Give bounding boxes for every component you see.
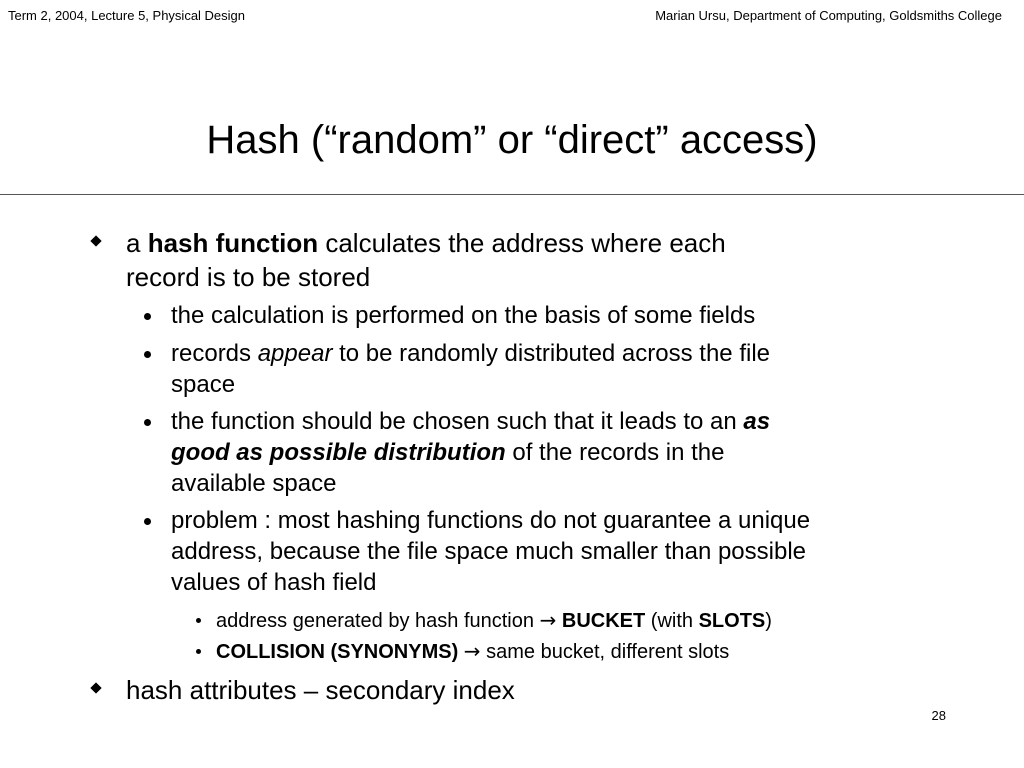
- right-arrow-icon: →: [539, 608, 557, 632]
- bullet-hash-attributes: hash attributes – secondary index: [126, 675, 515, 705]
- bullet-hash-function: [126, 226, 726, 294]
- bullet-text: of the records in the: [505, 439, 725, 466]
- bullet-text: ): [765, 610, 772, 632]
- bullet-text: the function should be chosen such that it leads to an: [171, 408, 744, 435]
- term-good-distribution: good as possible distribution: [171, 439, 506, 466]
- round-bullet-icon: [144, 351, 151, 358]
- page-number: 28: [931, 708, 946, 723]
- bullet-text: records: [171, 340, 258, 367]
- term-collision: COLLISION (SYNONYMS): [216, 641, 459, 663]
- term-hash-function: hash function: [147, 228, 319, 258]
- subbullet-problem: [171, 505, 810, 598]
- term-appear: appear: [257, 340, 333, 367]
- small-round-bullet-icon: [196, 618, 201, 623]
- slide-title: Hash (“random” or “direct” access): [206, 118, 818, 162]
- round-bullet-icon: [144, 419, 151, 426]
- bullet-text: available space: [171, 470, 337, 497]
- subbullet-random-distribution: [171, 338, 770, 400]
- header-course-info: Term 2, 2004, Lecture 5, Physical Design: [8, 8, 246, 23]
- bullet-text: (with: [645, 610, 699, 632]
- subsubbullet-collision: [216, 638, 729, 665]
- bullet-text: a: [126, 228, 148, 258]
- bullet-text: record is to be stored: [126, 262, 371, 292]
- term-good-distribution: as: [743, 408, 771, 435]
- bullet-text: address, because the file space much smaller than possible: [171, 538, 807, 565]
- term-bucket: BUCKET: [561, 610, 646, 632]
- bullet-text: problem : most hashing functions do not guarantee a unique: [171, 507, 811, 534]
- small-round-bullet-icon: [196, 649, 201, 654]
- bullet-text: address generated by hash function: [216, 610, 540, 632]
- round-bullet-icon: [144, 313, 151, 320]
- subsubbullet-bucket: [216, 607, 772, 634]
- bullet-text: calculates the address where each: [318, 228, 726, 258]
- title-divider: [0, 194, 1024, 195]
- subbullet-good-distribution: [171, 406, 770, 499]
- bullet-text: same bucket, different slots: [480, 641, 730, 663]
- header-author-info: Marian Ursu, Department of Computing, Goldsmiths College: [655, 8, 1002, 23]
- diamond-bullet-icon: [90, 682, 101, 693]
- diamond-bullet-icon: [90, 235, 101, 246]
- subbullet-calculation: the calculation is performed on the basis of some fields: [171, 302, 756, 329]
- bullet-text: to be randomly distributed across the file: [332, 340, 770, 367]
- bullet-text: space: [171, 371, 236, 398]
- bullet-text: values of hash field: [171, 569, 377, 596]
- round-bullet-icon: [144, 518, 151, 525]
- term-slots: SLOTS: [698, 610, 766, 632]
- right-arrow-icon: →: [463, 639, 481, 663]
